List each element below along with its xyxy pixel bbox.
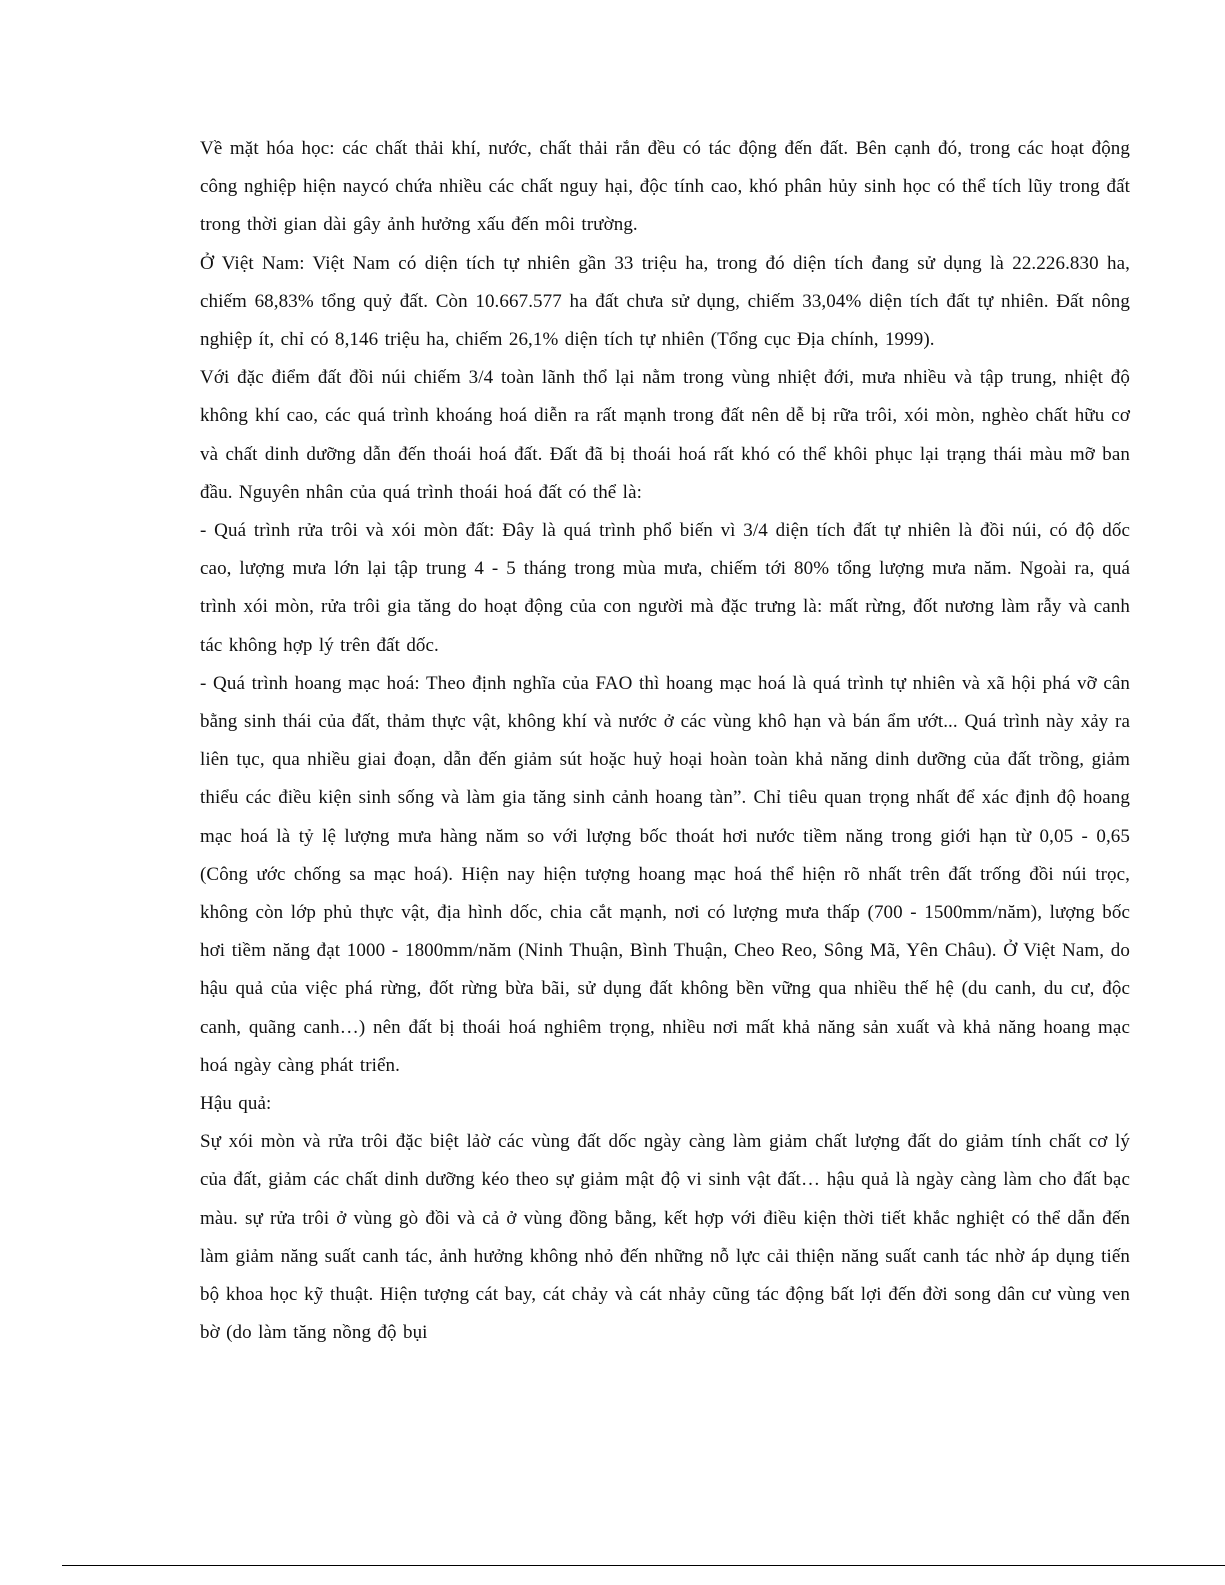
paragraph-erosion-process: - Quá trình rửa trôi và xói mòn đất: Đây là quá trình phổ biến vì 3/4 diện tích đất tự nhiên là đồi núi, có độ dốc cao, lượng mưa lớn lại tập trung 4 - 5 tháng trong mùa mưa, chiếm tới 80% tổng lượng mưa năm. Ngoài ra, quá trình xói mòn, rửa trôi gia tăng do hoạt động của con người mà đặc trưng là: mất rừng, đốt nương làm rẫy và canh tác không hợp lý trên đất dốc. <box>200 520 1130 656</box>
page-bottom-divider <box>62 1565 1225 1566</box>
paragraph-degradation-causes: Với đặc điểm đất đồi núi chiếm 3/4 toàn lãnh thổ lại nằm trong vùng nhiệt đới, mưa nhiều và tập trung, nhiệt độ không khí cao, các quá trình khoáng hoá diễn ra rất mạnh trong đất nên dễ bị rữa trôi, xói mòn, nghèo chất hữu cơ và chất dinh dưỡng dẫn đến thoái hoá đất. Đất đã bị thoái hoá rất khó có thể khôi phục lại trạng thái màu mỡ ban đầu. Nguyên nhân của quá trình thoái hoá đất có thể là: <box>200 367 1130 503</box>
paragraph-chemical-impact: Về mặt hóa học: các chất thải khí, nước, chất thải rắn đều có tác động đến đất. Bên cạnh đó, trong các hoạt động công nghiệp hiện naycó chứa nhiều các chất nguy hại, độc tính cao, khó phân hủy sinh học có thể tích lũy trong đất trong thời gian dài gây ảnh hưởng xấu đến môi trường. <box>200 138 1130 236</box>
paragraph-desertification-process: - Quá trình hoang mạc hoá: Theo định nghĩa của FAO thì hoang mạc hoá là quá trình tự nhiên và xã hội phá vỡ cân bằng sinh thái của đất, thảm thực vật, không khí và nước ở các vùng khô hạn và bán ẩm ướt... Quá trình này xảy ra liên tục, qua nhiều giai đoạn, dẫn đến giảm sút hoặc huỷ hoại hoàn toàn khả năng dinh dưỡng của đất trồng, giảm thiểu các điều kiện sinh sống và làm gia tăng sinh cảnh hoang tàn”. Chỉ tiêu quan trọng nhất để xác định độ hoang mạc hoá là tỷ lệ lượng mưa hàng năm so với lượng bốc thoát hơi nước tiềm năng trong giới hạn từ 0,05 - 0,65 (Công ước chống sa mạc hoá). Hiện nay hiện tượng hoang mạc hoá thể hiện rõ nhất trên đất trống đồi núi trọc, không còn lớp phủ thực vật, địa hình dốc, chia cắt mạnh, nơi có lượng mưa thấp (700 - 1500mm/năm), lượng bốc hơi tiềm năng đạt 1000 - 1800mm/năm (Ninh Thuận, Bình Thuận, Cheo Reo, Sông Mã, Yên Châu). Ở Việt Nam, do hậu quả của việc phá rừng, đốt rừng bừa bãi, sử dụng đất không bền vững qua nhiều thế hệ (du canh, du cư, độc canh, quãng canh…) nên đất bị thoái hoá nghiêm trọng, nhiều nơi mất khả năng sản xuất và khả năng hoang mạc hoá ngày càng phát triển. <box>200 672 1130 1076</box>
document-body <box>200 130 1130 1353</box>
paragraph-consequences-heading: Hậu quả: <box>200 1093 272 1115</box>
paragraph-consequences-body: Sự xói mòn và rửa trôi đặc biệt lảờ các vùng đất dốc ngày càng làm giảm chất lượng đất do giảm tính chất cơ lý của đất, giảm các chất dinh dưỡng kéo theo sự giảm mật độ vi sinh vật đất… hậu quả là ngày càng làm cho đất bạc màu. sự rửa trôi ở vùng gò đồi và cả ở vùng đồng bằng, kết hợp với điều kiện thời tiết khắc nghiệt có thể dẫn đến làm giảm năng suất canh tác, ảnh hưởng không nhỏ đến những nỗ lực cải thiện năng suất canh tác nhờ áp dụng tiến bộ khoa học kỹ thuật. Hiện tượng cát bay, cát chảy và cát nhảy cũng tác động bất lợi đến đời song dân cư vùng ven bờ (do làm tăng nồng độ bụi <box>200 1131 1130 1344</box>
paragraph-vietnam-land-area: Ở Việt Nam: Việt Nam có diện tích tự nhiên gần 33 triệu ha, trong đó diện tích đang sử dụng là 22.226.830 ha, chiếm 68,83% tổng quỷ đất. Còn 10.667.577 ha đất chưa sử dụng, chiếm 33,04% diện tích đất tự nhiên. Đất nông nghiệp ít, chỉ có 8,146 triệu ha, chiếm 26,1% diện tích tự nhiên (Tổng cục Địa chính, 1999). <box>200 252 1130 351</box>
